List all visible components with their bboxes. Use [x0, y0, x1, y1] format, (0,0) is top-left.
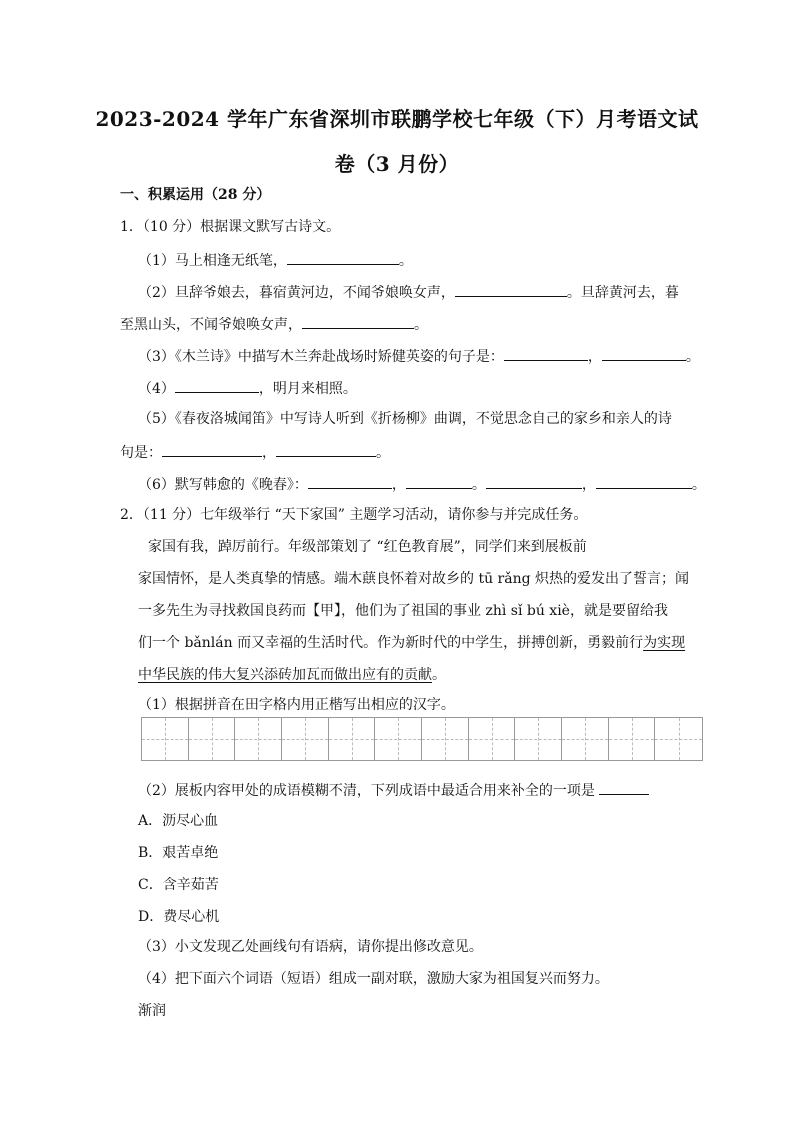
q1-item-5-end: 。 — [376, 445, 390, 461]
tianzige-grid — [141, 717, 703, 761]
q1-item-4-text-b: ，明月来相照。 — [258, 381, 357, 397]
answer-blank[interactable] — [504, 346, 588, 361]
tianzige-cell[interactable] — [142, 718, 189, 760]
q2-stem: 2．（11 分）七年级举行 “天下家国” 主题学习活动，请你参与并完成任务。 — [120, 507, 588, 523]
answer-blank[interactable] — [602, 346, 686, 361]
tianzige-cell[interactable] — [515, 718, 562, 760]
answer-blank[interactable] — [276, 442, 376, 457]
q1-item-6-comma-1: ， — [391, 477, 406, 493]
section-heading: 一、积累运用（28 分） — [120, 187, 271, 203]
tianzige-cell[interactable] — [235, 718, 282, 760]
tianzige-cell[interactable] — [329, 718, 376, 760]
q2-passage-line-4 — [138, 634, 685, 652]
q1-item-2-text-c: 至黑山头，不闻爷娘唤女声， — [120, 317, 302, 333]
q2-passage-line-5 — [138, 666, 446, 684]
q2-word-1: 渐润 — [138, 1003, 166, 1019]
exam-title-line-1: 2023-2024 学年广东省深圳市联鹏学校七年级（下）月考语文试 — [95, 107, 699, 131]
q1-item-2-text: （2）旦辞爷娘去，暮宿黄河边，不闻爷娘唤女声， — [138, 285, 455, 301]
q2-sub-4: （4）把下面六个词语（短语）组成一副对联，激励大家为祖国复兴而努力。 — [138, 971, 609, 987]
q2-sub-2-text: （2）展板内容甲处的成语模糊不清，下列成语中最适合用来补全的一项是 — [138, 783, 600, 799]
q1-stem: 1．（10 分）根据课文默写古诗文。 — [120, 219, 341, 235]
q1-item-6-end: 。 — [691, 477, 706, 493]
answer-blank[interactable] — [175, 378, 259, 393]
q1-item-5-comma: ， — [262, 445, 276, 461]
q1-item-6-text: （6）默写韩愈的《晚春》： — [138, 477, 308, 493]
q1-item-3-end: 。 — [685, 349, 700, 365]
tianzige-cell[interactable] — [422, 718, 469, 760]
q1-item-6 — [138, 474, 706, 494]
answer-blank[interactable] — [302, 314, 414, 329]
tianzige-cell[interactable] — [189, 718, 236, 760]
answer-blank[interactable] — [455, 282, 567, 297]
q1-item-6-period: 。 — [471, 477, 486, 493]
q1-item-5-text-b: 句是： — [120, 445, 162, 461]
answer-blank[interactable] — [486, 474, 582, 489]
tianzige-cell[interactable] — [469, 718, 516, 760]
q2-underlined-sentence-cont: 中华民族的伟大复兴添砖加瓦而做出应有的贡献 — [138, 667, 432, 683]
q1-item-3-comma: ， — [587, 349, 602, 365]
answer-blank[interactable] — [287, 250, 399, 265]
tianzige-cell[interactable] — [375, 718, 422, 760]
tianzige-cell[interactable] — [655, 718, 702, 760]
q2-passage-line-4-text: 们一个 bǎnlán 而又幸福的生活时代。作为新时代的中学生，拼搏创新，勇毅前行 — [138, 635, 644, 651]
q2-passage-line-2: 家国情怀，是人类真挚的情感。端木蕻良怀着对故乡的 tū rǎng 炽热的爱发出了誓言；闻 — [138, 571, 690, 587]
exam-title-line-2: 卷（3 月份） — [334, 152, 460, 176]
q2-sub-2 — [138, 780, 649, 800]
q1-item-2-end: 。 — [414, 317, 428, 333]
answer-blank[interactable] — [406, 474, 472, 489]
q1-item-1-end: 。 — [398, 253, 413, 269]
q2-sub-3: （3）小文发现乙处画线句有语病，请你提出修改意见。 — [138, 939, 483, 955]
q1-item-4-text: （4） — [138, 381, 175, 397]
q1-item-3-text: （3）《木兰诗》中描写木兰奔赴战场时矫健英姿的句子是： — [138, 349, 504, 365]
tianzige-cell[interactable] — [609, 718, 656, 760]
q2-option-a: A．沥尽心血 — [138, 813, 219, 829]
answer-blank[interactable] — [599, 780, 649, 795]
answer-blank[interactable] — [308, 474, 392, 489]
q1-item-4 — [138, 378, 357, 398]
q1-item-1-text: （1）马上相逢无纸笔， — [138, 253, 287, 269]
answer-blank[interactable] — [162, 442, 262, 457]
q1-item-2-text-b: 。旦辞黄河去，暮 — [566, 285, 679, 301]
q1-item-5: （5）《春夜洛城闻笛》中写诗人听到《折杨柳》曲调，不觉思念自己的家乡和亲人的诗 — [138, 411, 672, 427]
q2-passage-line-5-end: 。 — [432, 667, 446, 683]
q2-passage-line-1: 家国有我，踔厉前行。年级部策划了 “红色教育展”，同学们来到展板前 — [148, 539, 587, 555]
q2-sub-1: （1）根据拼音在田字格内用正楷写出相应的汉字。 — [138, 697, 455, 713]
q1-item-6-comma-2: ， — [581, 477, 596, 493]
q2-option-c: C．含辛茹苦 — [138, 877, 219, 893]
q2-passage-line-3: 一多先生为寻找救国良药而【甲】，他们为了祖国的事业 zhì sǐ bú xiè，就是要留给我 — [138, 603, 668, 619]
tianzige-cell[interactable] — [562, 718, 609, 760]
q1-item-2-cont — [120, 314, 428, 334]
answer-blank[interactable] — [596, 474, 692, 489]
q2-option-d: D．费尽心机 — [138, 909, 220, 925]
q1-item-2 — [138, 282, 679, 302]
q1-item-1 — [138, 250, 413, 270]
q2-underlined-sentence: 为实现 — [643, 635, 686, 651]
q2-option-b: B．艰苦卓绝 — [138, 845, 219, 861]
q1-item-3 — [138, 346, 700, 366]
q1-item-5-cont — [120, 442, 390, 462]
tianzige-cell[interactable] — [282, 718, 329, 760]
